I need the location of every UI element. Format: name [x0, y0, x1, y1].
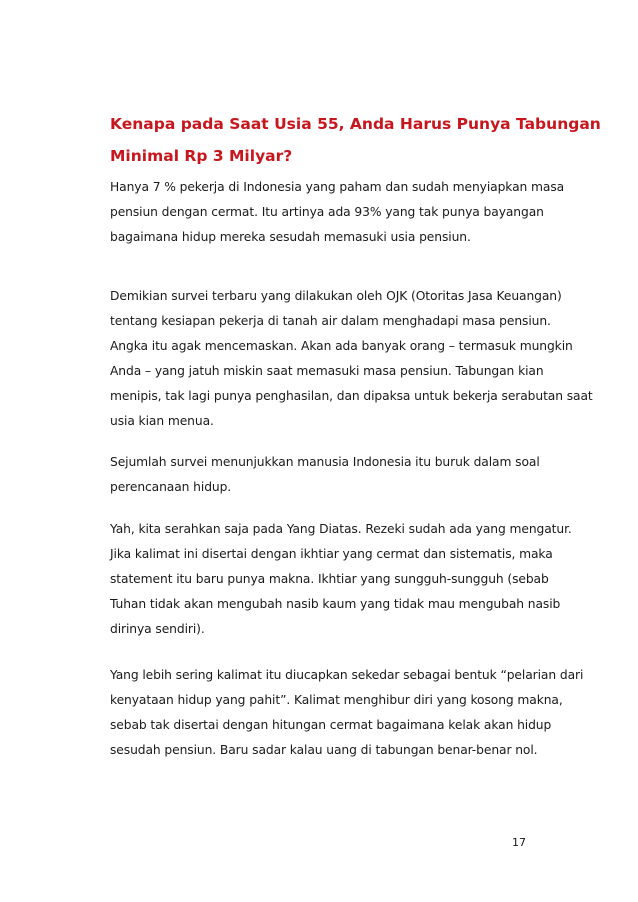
text-line: dirinya sendiri).	[110, 622, 205, 636]
text-line: bagaimana hidup mereka sesudah memasuki usia pensiun.	[110, 230, 471, 244]
paragraph-4	[110, 517, 572, 642]
text-line: Demikian survei terbaru yang dilakukan oleh OJK (Otoritas Jasa Keuangan)	[110, 289, 562, 303]
text-line: Yang lebih sering kalimat itu diucapkan sekedar sebagai bentuk “pelarian dari	[110, 668, 584, 682]
title-line: Minimal Rp 3 Milyar?	[110, 147, 293, 165]
text-line: Tuhan tidak akan mengubah nasib kaum yang tidak mau mengubah nasib	[110, 597, 561, 611]
text-line: pensiun dengan cermat. Itu artinya ada 93% yang tak punya bayangan	[110, 205, 544, 219]
text-line: sesudah pensiun. Baru sadar kalau uang di tabungan benar-benar nol.	[110, 743, 538, 757]
text-line: perencanaan hidup.	[110, 480, 232, 494]
text-line: Anda – yang jatuh miskin saat memasuki masa pensiun. Tabungan kian	[110, 364, 544, 378]
text-line: statement itu baru punya makna. Ikhtiar yang sungguh-sungguh (sebab	[110, 572, 549, 586]
title-line: Kenapa pada Saat Usia 55, Anda Harus Punya Tabungan	[110, 115, 601, 133]
text-line: Jika kalimat ini disertai dengan ikhtiar yang cermat dan sistematis, maka	[110, 547, 553, 561]
page-number: 17	[512, 836, 526, 849]
text-line: menipis, tak lagi punya penghasilan, dan dipaksa untuk bekerja serabutan saat	[110, 389, 593, 403]
text-line: kenyataan hidup yang pahit”. Kalimat menghibur diri yang kosong makna,	[110, 693, 563, 707]
text-line: tentang kesiapan pekerja di tanah air dalam menghadapi masa pensiun.	[110, 314, 551, 328]
text-line: Yah, kita serahkan saja pada Yang Diatas. Rezeki sudah ada yang mengatur.	[110, 522, 572, 536]
article-title	[110, 108, 601, 172]
paragraph-5	[110, 663, 583, 763]
paragraph-1	[110, 175, 564, 250]
text-line: Hanya 7 % pekerja di Indonesia yang paham dan sudah menyiapkan masa	[110, 180, 565, 194]
text-line: usia kian menua.	[110, 414, 214, 428]
paragraph-3	[110, 450, 540, 500]
text-line: sebab tak disertai dengan hitungan cermat bagaimana kelak akan hidup	[110, 718, 552, 732]
paragraph-2	[110, 284, 593, 434]
text-line: Sejumlah survei menunjukkan manusia Indonesia itu buruk dalam soal	[110, 455, 540, 469]
text-line: Angka itu agak mencemaskan. Akan ada banyak orang – termasuk mungkin	[110, 339, 573, 353]
